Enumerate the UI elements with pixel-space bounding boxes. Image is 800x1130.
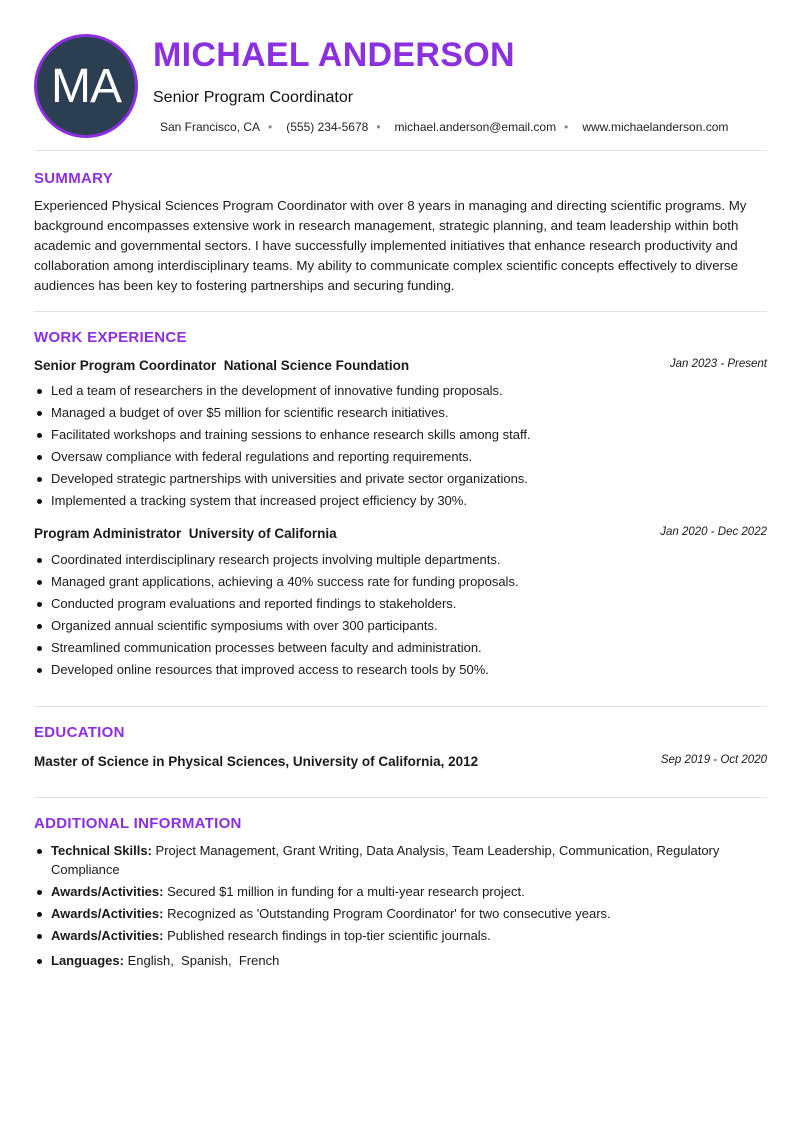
list-item: Developed strategic partnerships with universities and private sector organizations. <box>34 468 767 490</box>
list-item <box>34 842 744 879</box>
item-text: Published research findings in top-tier scientific journals. <box>163 927 491 943</box>
job-org: University of California <box>188 526 337 541</box>
contact-info <box>160 120 728 134</box>
job-header <box>34 526 767 541</box>
email[interactable]: michael.anderson@email.com <box>394 120 557 134</box>
item-text: Recognized as 'Outstanding Program Coordinator' for two consecutive years. <box>163 905 611 921</box>
list-item <box>34 883 744 902</box>
job-date: Jan 2023 - Present <box>669 358 767 370</box>
list-item <box>34 905 744 924</box>
separator-dot: • <box>268 120 273 134</box>
divider <box>34 150 767 151</box>
website[interactable]: www.michaelanderson.com <box>582 120 729 134</box>
divider <box>34 706 767 707</box>
job-bullets <box>34 380 767 512</box>
list-item: Coordinated interdisciplinary research projects involving multiple departments. <box>34 549 767 571</box>
list-item: Facilitated workshops and training sessions to enhance research skills among staff. <box>34 424 767 446</box>
job-title: Senior Program Coordinator <box>153 89 354 106</box>
item-label: Awards/Activities: <box>51 905 164 921</box>
list-item: Streamlined communication processes between faculty and administration. <box>34 637 767 659</box>
phone: (555) 234-5678 <box>286 120 369 134</box>
item-label: Awards/Activities: <box>51 883 164 899</box>
summary-text: Experienced Physical Sciences Program Coordinator with over 8 years in managing and directing scientific programs. My background encompasses extensive work in research management, strategic planning, and team leadership within both academic and governmental sectors. I have successfully implemented initiatives that enhance research productivity and collaboration among interdisciplinary teams. My ability to communicate complex scientific concepts effectively to diverse audiences has been key to fostering partnerships and securing funding. <box>34 198 747 293</box>
list-item: Managed grant applications, achieving a 40% success rate for funding proposals. <box>34 571 767 593</box>
degree: Master of Science in Physical Sciences, University of California, 2012 <box>34 754 479 769</box>
list-item: Managed a budget of over $5 million for scientific research initiatives. <box>34 402 767 424</box>
item-label: Languages: <box>51 953 124 968</box>
candidate-name: MICHAEL ANDERSON <box>153 36 515 74</box>
separator-dot: • <box>376 120 381 134</box>
job-role: Senior Program Coordinator <box>34 358 217 373</box>
list-item <box>34 952 744 971</box>
item-label: Technical Skills: <box>51 843 152 858</box>
divider <box>34 311 767 312</box>
list-item: Developed online resources that improved access to research tools by 50%. <box>34 659 767 681</box>
separator-dot: • <box>564 120 569 134</box>
job-bullets <box>34 549 767 681</box>
list-item <box>34 927 744 946</box>
job-role: Program Administrator <box>34 526 182 541</box>
education-entry <box>34 754 767 769</box>
divider <box>34 797 767 798</box>
avatar: MA <box>34 34 138 138</box>
education-date: Sep 2019 - Oct 2020 <box>660 754 767 766</box>
item-text: Project Management, Grant Writing, Data Analysis, Team Leadership, Communication, Regulatory Compliance <box>51 843 720 877</box>
location: San Francisco, CA <box>160 120 261 134</box>
education-heading: EDUCATION <box>34 724 125 741</box>
item-text: Secured $1 million in funding for a multi-year research project. <box>163 883 525 899</box>
list-item: Implemented a tracking system that increased project efficiency by 30%. <box>34 490 767 512</box>
list-item: Oversaw compliance with federal regulations and reporting requirements. <box>34 446 767 468</box>
list-item: Led a team of researchers in the development of innovative funding proposals. <box>34 380 767 402</box>
job-header <box>34 358 767 373</box>
additional-heading: ADDITIONAL INFORMATION <box>34 815 242 832</box>
item-text: English, Spanish, French <box>123 953 280 968</box>
summary-heading: SUMMARY <box>34 170 114 187</box>
job-org: National Science Foundation <box>223 358 410 373</box>
additional-list <box>34 842 744 974</box>
job-date: Jan 2020 - Dec 2022 <box>660 526 767 538</box>
item-label: Awards/Activities: <box>51 927 164 943</box>
list-item: Organized annual scientific symposiums with over 300 participants. <box>34 615 767 637</box>
list-item: Conducted program evaluations and reported findings to stakeholders. <box>34 593 767 615</box>
work-heading: WORK EXPERIENCE <box>34 329 187 346</box>
